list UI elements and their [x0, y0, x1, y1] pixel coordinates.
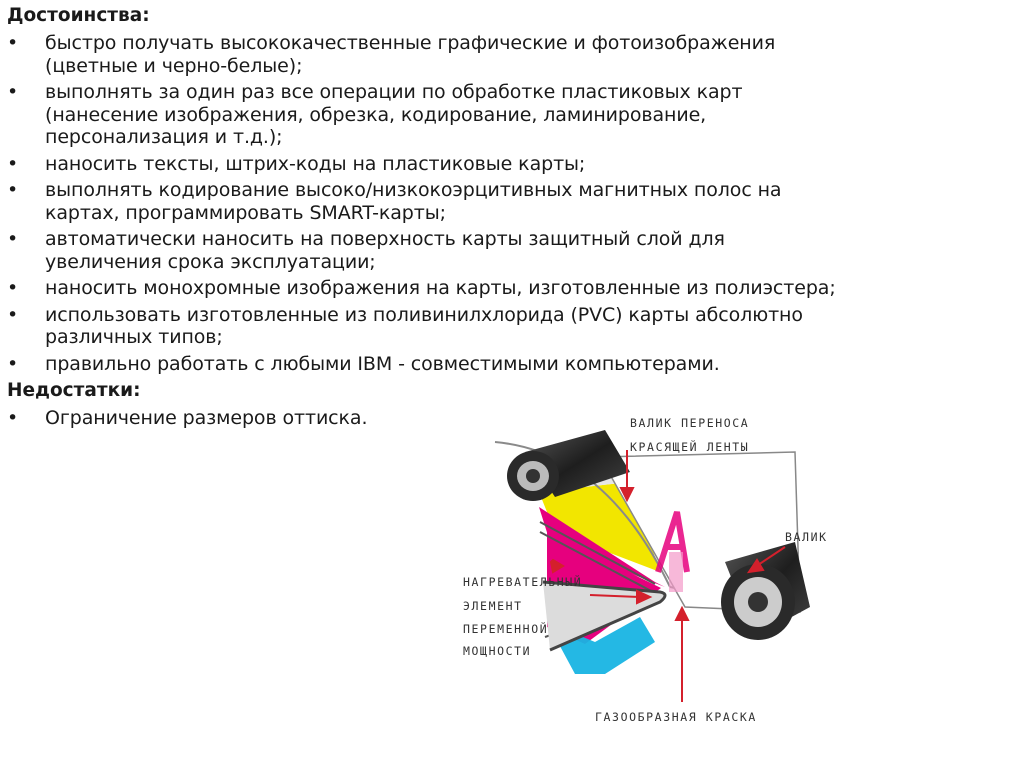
- list-item: [7, 179, 1007, 224]
- label-transfer-roller-line1: ВАЛИК ПЕРЕНОСА: [630, 416, 750, 430]
- list-item-line: использовать изготовленные из поливинилхлорида (PVC) карты абсолютно: [45, 303, 803, 326]
- bullet-glyph: •: [7, 32, 19, 54]
- label-heater-line3: ПЕРЕМЕННОЙ: [463, 622, 549, 636]
- bullet-glyph: •: [7, 352, 19, 375]
- label-roller: ВАЛИК: [785, 530, 828, 544]
- arrow-gas-ink-head: [676, 608, 688, 620]
- list-item: [7, 32, 1007, 77]
- bullet-glyph: •: [7, 152, 19, 175]
- label-heater-line1: НАГРЕВАТЕЛЬНЫЙ: [463, 575, 583, 589]
- label-transfer-roller-line2: КРАСЯЩЕЙ ЛЕНТЫ: [630, 440, 750, 454]
- text-block: [7, 4, 1007, 434]
- list-item: [7, 353, 1007, 376]
- main-roller-axle: [748, 592, 768, 612]
- bullet-glyph: •: [7, 303, 19, 326]
- list-item: [7, 153, 1007, 176]
- bullet-glyph: •: [7, 228, 19, 250]
- list-item: [7, 228, 1007, 273]
- list-item-line: (цветные и черно-белые);: [45, 54, 303, 77]
- list-item-line: правильно работать с любыми IBM - совместимыми компьютерами.: [45, 352, 720, 375]
- list-item-line: персонализация и т.д.);: [45, 126, 283, 148]
- list-item-line: различных типов;: [45, 326, 223, 348]
- label-heater-line2: ЭЛЕМЕНТ: [463, 599, 523, 613]
- list-item-line: выполнять за один раз все операции по обработке пластиковых карт: [45, 81, 743, 103]
- list-item-line: картах, программировать SMART-карты;: [45, 201, 446, 224]
- advantages-heading: Достоинства:: [7, 5, 150, 26]
- gas-ink-cloud: [669, 552, 683, 592]
- list-item-line: (нанесение изображения, обрезка, кодирование, ламинирование,: [45, 103, 707, 126]
- list-item-line: наносить монохромные изображения на карты, изготовленные из полиэстера;: [45, 277, 836, 299]
- list-item-line: увеличения срока эксплуатации;: [45, 250, 376, 273]
- bullet-glyph: •: [7, 407, 19, 429]
- bullet-glyph: •: [7, 81, 19, 103]
- bullet-glyph: •: [7, 277, 19, 299]
- diagram-graphic: [455, 412, 815, 732]
- list-item: [7, 304, 1007, 349]
- advantages-list: [7, 32, 1007, 375]
- list-item-line: Ограничение размеров оттиска.: [45, 407, 368, 429]
- transfer-roller-axle: [526, 469, 540, 483]
- disadvantages-heading: Недостатки:: [7, 380, 141, 401]
- thermal-transfer-diagram: [455, 412, 828, 732]
- list-item-line: быстро получать высококачественные графические и фотоизображения: [45, 32, 776, 54]
- label-gas-ink: ГАЗООБРАЗНАЯ КРАСКА: [595, 710, 757, 724]
- list-item-line: выполнять кодирование высоко/низкокоэрцитивных магнитных полос на: [45, 179, 782, 201]
- bullet-glyph: •: [7, 179, 19, 201]
- list-item-line: наносить тексты, штрих-коды на пластиковые карты;: [45, 152, 586, 175]
- label-heater-line4: МОЩНОСТИ: [463, 644, 532, 658]
- list-item: [7, 81, 1007, 149]
- list-item-line: автоматически наносить на поверхность карты защитный слой для: [45, 228, 725, 250]
- list-item: [7, 277, 1007, 300]
